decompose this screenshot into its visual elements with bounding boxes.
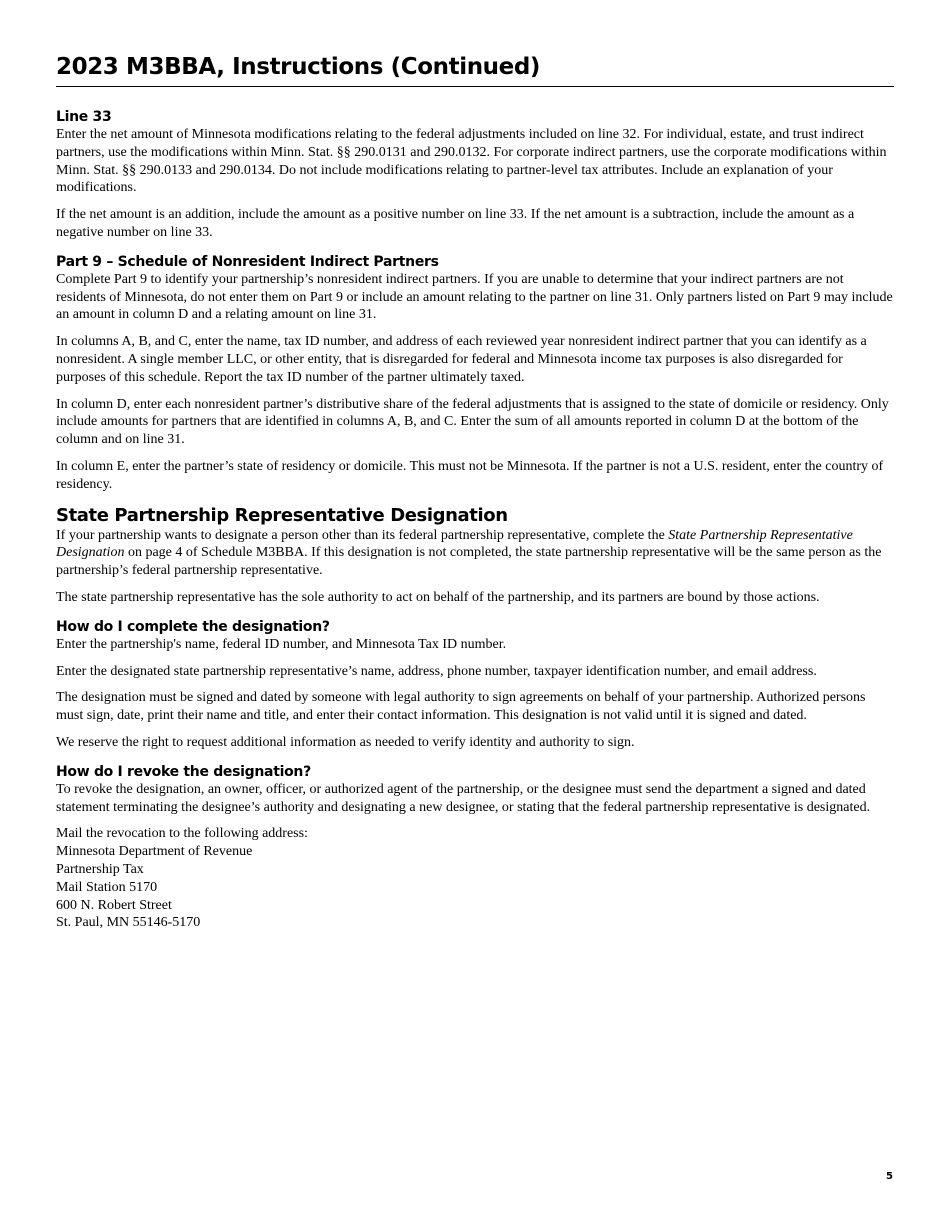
address-line: Minnesota Department of Revenue	[56, 844, 253, 860]
address-line: St. Paul, MN 55146-5170	[56, 915, 201, 931]
address-line: Mail Station 5170	[56, 879, 158, 895]
spr-paragraph-1-text-b: on page 4 of Schedule M3BBA. If this designation is not completed, the state partnership representative will be the same person as the partnership’s federal partnership representative.	[56, 545, 882, 579]
page-number: 5	[886, 1171, 893, 1182]
line-33-heading: Line 33	[56, 109, 112, 125]
part-9-paragraph-2: In columns A, B, and C, enter the name, tax ID number, and address of each reviewed year nonresident indirect partner that you can identify as a nonresident. A single member LLC, or other entity, that is disregarded for federal and Minnesota income tax purposes is also disregarded for purposes of this schedule. Report the tax ID number of the partner ultimately taxed.	[56, 334, 867, 385]
spr-paragraph-2: The state partnership representative has the sole authority to act on behalf of the partnership, and its partners are bound by those actions.	[56, 589, 820, 605]
spr-paragraph-1-text-a: If your partnership wants to designate a person other than its federal partnership representative, complete the	[56, 527, 669, 543]
mailing-address-block	[56, 825, 894, 932]
revoke-designation-heading: How do I revoke the designation?	[56, 763, 311, 780]
mail-intro: Mail the revocation to the following address:	[56, 826, 308, 842]
spr-paragraph-1	[56, 527, 894, 580]
revoke-paragraph-1: To revoke the designation, an owner, officer, or authorized agent of the partnership, or the designee must send the department a signed and dated statement terminating the designee’s authority and designating a new designee, or stating that the federal partnership representative is designated.	[56, 781, 871, 815]
page-title: 2023 M3BBA, Instructions (Continued)	[56, 54, 541, 80]
address-line: 600 N. Robert Street	[56, 897, 172, 913]
title-divider	[56, 86, 894, 87]
complete-paragraph-1: Enter the partnership's name, federal ID number, and Minnesota Tax ID number.	[56, 636, 507, 652]
complete-paragraph-3: The designation must be signed and dated by someone with legal authority to sign agreements on behalf of your partnership. Authorized persons must sign, date, print their name and title, and enter their contact information. This designation is not valid until it is signed and dated.	[56, 690, 866, 724]
spr-heading: State Partnership Representative Designation	[56, 504, 508, 526]
part-9-paragraph-1: Complete Part 9 to identify your partnership’s nonresident indirect partners. If you are unable to determine that your indirect partners are not residents of Minnesota, do not enter them on Part 9 or include an amount relating to the partner on line 31. Only partners listed on Part 9 may include an amount in column D and a relating amount on line 31.	[56, 271, 893, 323]
spr-form-title: State Partnership Representative Designation	[56, 527, 853, 561]
complete-designation-heading: How do I complete the designation?	[56, 618, 330, 635]
address-line: Partnership Tax	[56, 861, 144, 877]
document-body	[56, 108, 894, 932]
part-9-paragraph-4: In column E, enter the partner’s state of residency or domicile. This must not be Minnesota. If the partner is not a U.S. resident, enter the country of residency.	[56, 458, 884, 492]
line-33-paragraph-2: If the net amount is an addition, include the amount as a positive number on line 33. If the net amount is a subtraction, include the amount as a negative number on line 33.	[56, 207, 855, 240]
part-9-paragraph-3: In column D, enter each nonresident partner’s distributive share of the federal adjustments that is assigned to the state of domicile or residency. Only include amounts for partners that are identified in columns A, B, and C. Enter the sum of all amounts reported in column D at the bottom of the column and on line 31.	[56, 396, 889, 448]
line-33-paragraph-1: Enter the net amount of Minnesota modifications relating to the federal adjustments included on line 32. For individual, estate, and trust indirect partners, use the modifications within Minn. Stat. §§ 290.0131 and 290.0132. For corporate indirect partners, use the corporate modifications within Minn. Stat. §§ 290.0133 and 290.0134. Do not include modifications relating to partner-level tax attributes. Include an explanation of your modifications.	[56, 127, 887, 196]
complete-paragraph-2: Enter the designated state partnership representative’s name, address, phone number, taxpayer identification number, and email address.	[56, 663, 817, 679]
part-9-heading: Part 9 – Schedule of Nonresident Indirect Partners	[56, 253, 439, 270]
complete-paragraph-4: We reserve the right to request additional information as needed to verify identity and authority to sign.	[56, 734, 635, 750]
